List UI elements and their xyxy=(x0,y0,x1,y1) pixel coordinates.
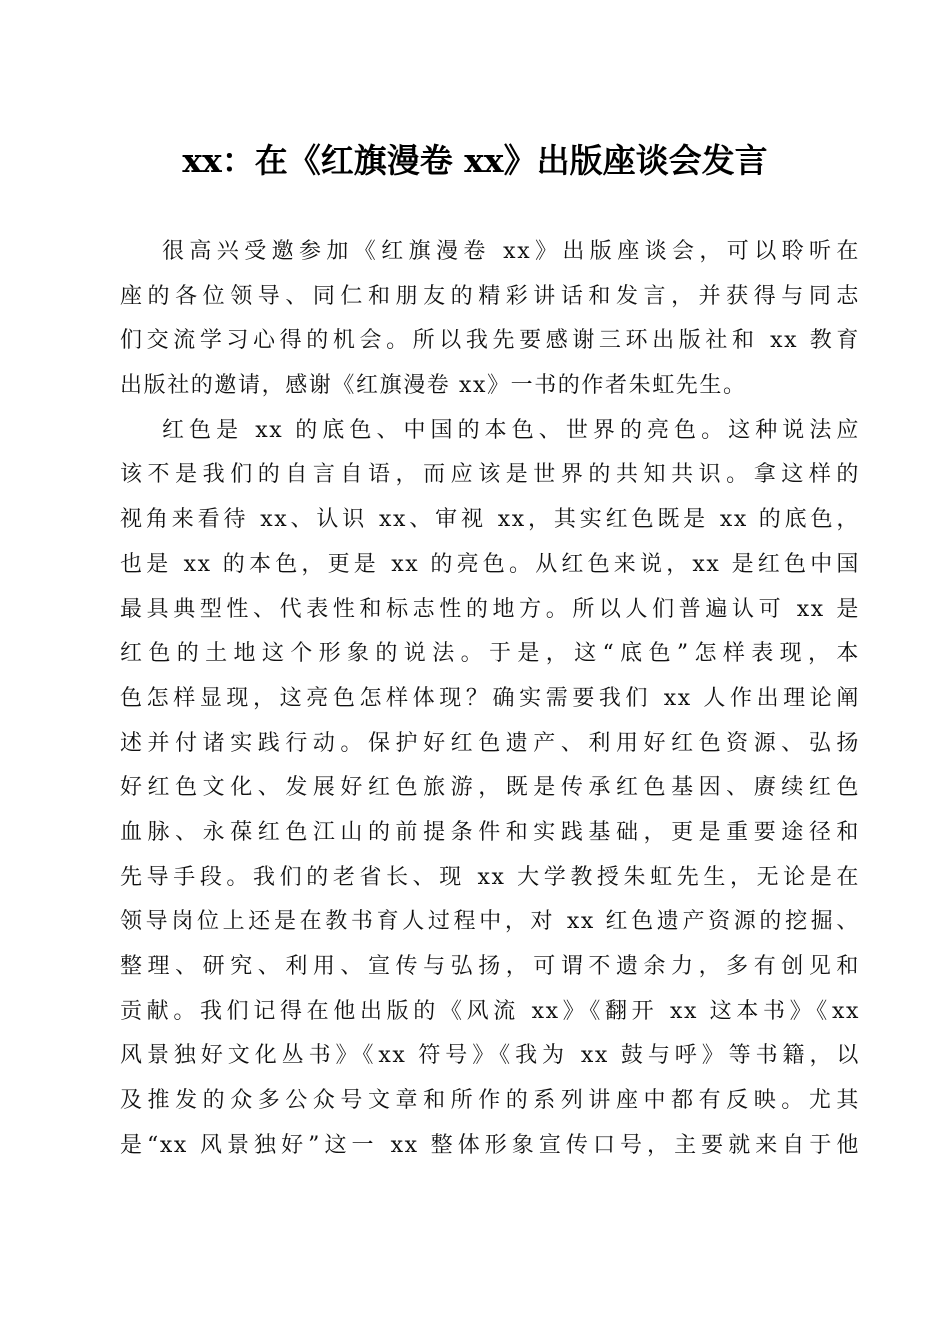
body-line: 血脉、永葆红色江山的前提条件和实践基础，更是重要途径和 xyxy=(120,819,860,845)
body-line: 色怎样显现，这亮色怎样体现？确实需要我们 xx 人作出理论阐 xyxy=(120,685,860,711)
body-line: 及推发的众多公众号文章和所作的系列讲座中都有反映。尤其 xyxy=(120,1088,860,1114)
body-line: 先导手段。我们的老省长、现 xx 大学教授朱虹先生，无论是在 xyxy=(120,864,860,890)
body-line: 是“xx 风景独好”这一 xx 整体形象宣传口号，主要就来自于他 xyxy=(120,1132,860,1158)
body-line: 风景独好文化丛书》《xx 符号》《我为 xx 鼓与呼》等书籍，以 xyxy=(120,1043,860,1069)
body-line: 们交流学习心得的机会。所以我先要感谢三环出版社和 xx 教育 xyxy=(120,328,860,354)
body-line: 出版社的邀请，感谢《红旗漫卷 xx》一书的作者朱虹先生。 xyxy=(120,373,747,399)
body-line: 红色是 xx 的底色、中国的本色、世界的亮色。这种说法应 xyxy=(162,417,860,443)
document-title: xx：在《红旗漫卷 xx》出版座谈会发言 xyxy=(182,141,768,180)
body-line: 红色的土地这个形象的说法。于是，这“底色”怎样表现，本 xyxy=(120,641,860,667)
body-line: 该不是我们的自言自语，而应该是世界的共知共识。拿这样的 xyxy=(120,462,860,488)
document-body xyxy=(120,230,860,1168)
body-line: 领导岗位上还是在教书育人过程中，对 xx 红色遗产资源的挖掘、 xyxy=(120,909,860,935)
body-line: 最具典型性、代表性和标志性的地方。所以人们普遍认可 xx 是 xyxy=(120,596,860,622)
body-line: 整理、研究、利用、宣传与弘扬，可谓不遗余力，多有创见和 xyxy=(120,954,860,979)
body-line: 很高兴受邀参加《红旗漫卷 xx》出版座谈会，可以聆听在 xyxy=(162,239,860,264)
body-line: 座的各位领导、同仁和朋友的精彩讲话和发言，并获得与同志 xyxy=(120,283,860,309)
body-line: 视角来看待 xx、认识 xx、审视 xx，其实红色既是 xx 的底色， xyxy=(120,507,860,533)
body-line: 贡献。我们记得在他出版的《风流 xx》《翻开 xx 这本书》《xx xyxy=(120,998,860,1024)
body-line: 好红色文化、发展好红色旅游，既是传承红色基因、赓续红色 xyxy=(120,775,860,801)
body-line: 述并付诸实践行动。保护好红色遗产、利用好红色资源、弘扬 xyxy=(120,730,860,756)
body-line: 也是 xx 的本色，更是 xx 的亮色。从红色来说，xx 是红色中国 xyxy=(120,551,860,577)
